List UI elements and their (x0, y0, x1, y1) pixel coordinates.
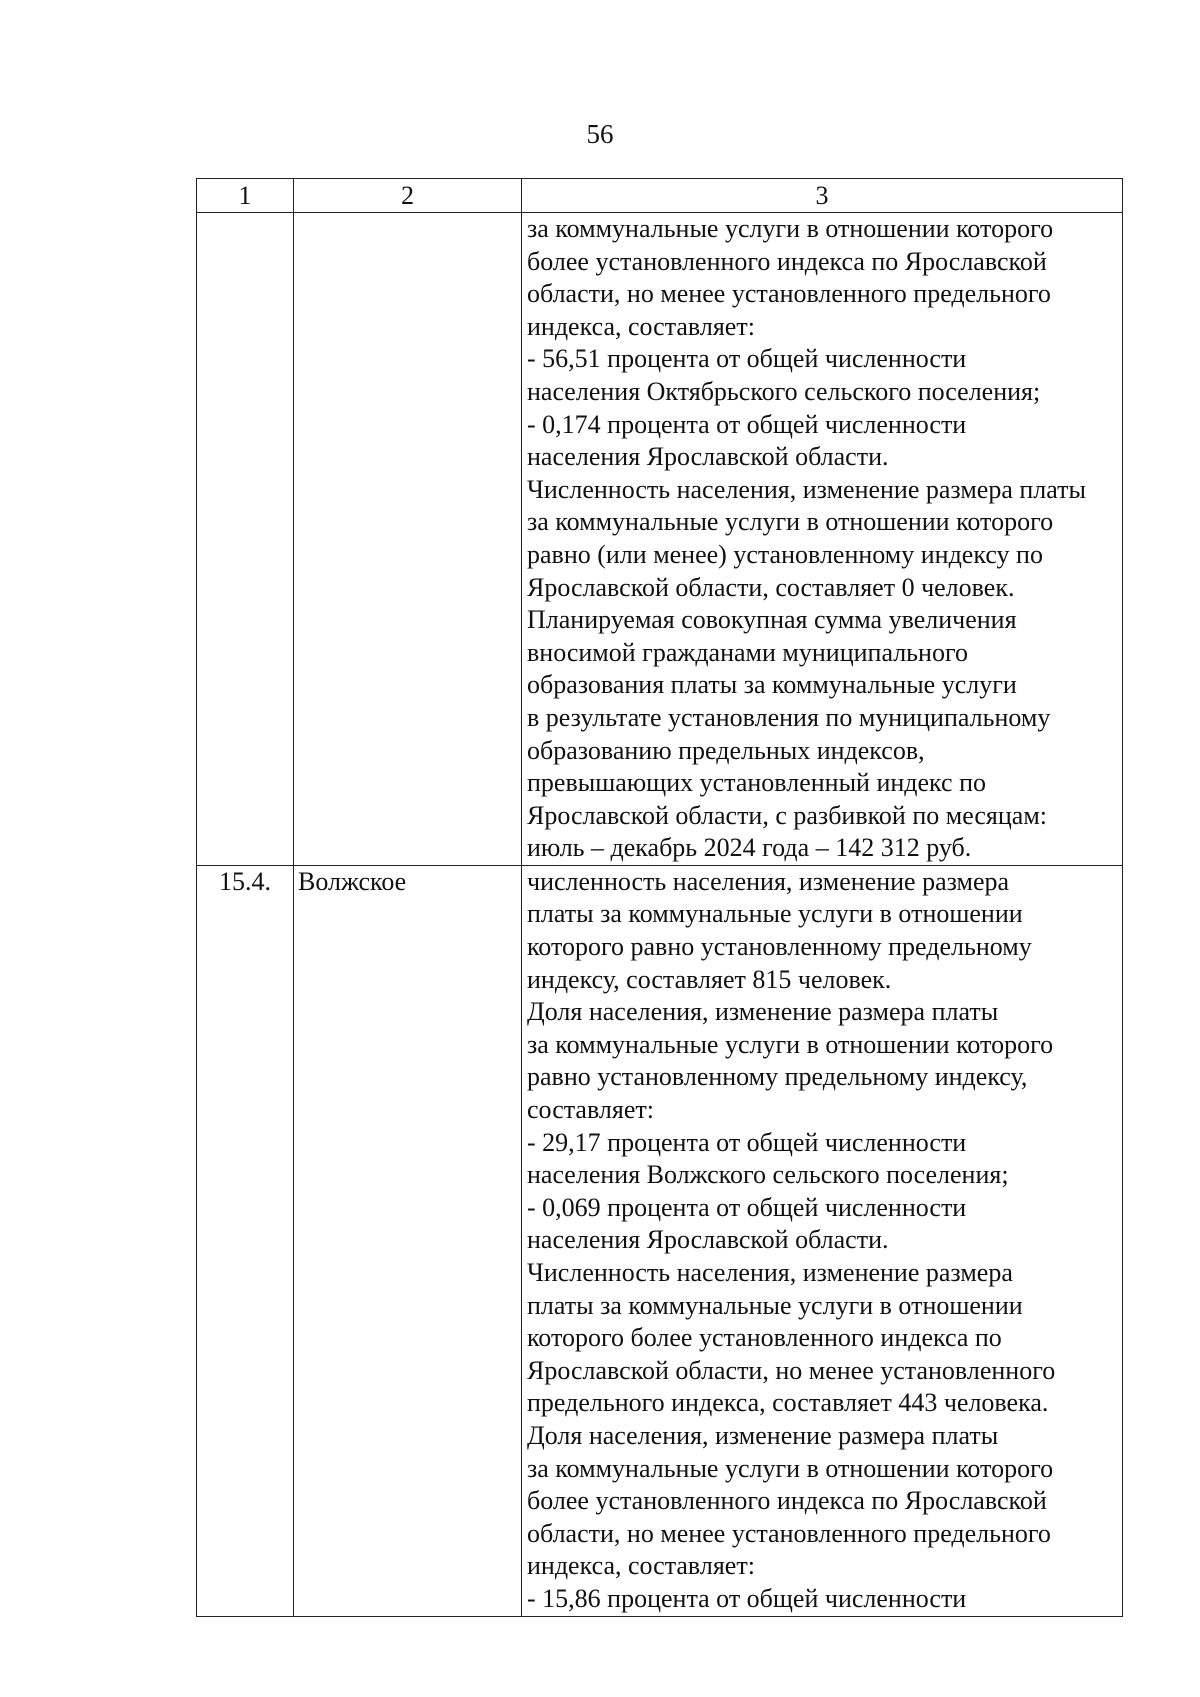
text-line: Ярославской области, но менее установленного (527, 1355, 1056, 1385)
row-number-cell (197, 213, 294, 866)
text-line: Планируемая совокупная сумма увеличения (527, 605, 1017, 635)
text-line: за коммунальные услуги в отношении которого (527, 214, 1054, 243)
text-line: за коммунальные услуги в отношении которого (527, 1453, 1054, 1483)
text-line: образованию предельных индексов, (527, 735, 925, 765)
text-line: населения Ярославской области. (527, 442, 889, 472)
text-line: равно (или менее) установленному индексу по (527, 539, 1043, 569)
settlement-name-cell (294, 213, 522, 866)
text-line: Численность населения, изменение размера платы (527, 474, 1086, 504)
text-line: Численность населения, изменение размера (527, 1258, 1013, 1287)
document-table (196, 178, 1123, 1617)
text-line: в результате установления по муниципальному (527, 702, 1051, 732)
text-line: равно установленному предельному индексу, (527, 1062, 1028, 1092)
text-line: платы за коммунальные услуги в отношении (527, 1290, 1023, 1320)
text-line: индекса, составляет: (527, 1551, 755, 1581)
table-row (197, 213, 1123, 866)
text-line: Ярославской области, с разбивкой по месяцам: (527, 800, 1048, 830)
description-cell (522, 213, 1123, 866)
text-line: платы за коммунальные услуги в отношении (527, 899, 1023, 929)
text-line: населения Октябрьского сельского поселения; (527, 376, 1041, 406)
row-number-cell: 15.4. (197, 865, 294, 1616)
text-line: численность населения, изменение размера (527, 866, 1010, 896)
table-row (197, 865, 1123, 1616)
text-line: населения Ярославской области. (527, 1225, 889, 1255)
text-line: населения Волжского сельского поселения; (527, 1160, 1009, 1190)
text-line: которого равно установленному предельному (527, 932, 1032, 962)
text-line: Доля населения, изменение размера платы (527, 997, 999, 1027)
text-line: - 29,17 процента от общей численности (527, 1127, 967, 1157)
description-cell (522, 865, 1123, 1616)
text-line: вносимой гражданами муниципального (527, 637, 968, 667)
text-line: превышающих установленный индекс по (527, 768, 986, 798)
settlement-name-cell: Волжское (294, 865, 522, 1616)
text-line: более установленного индекса по Ярославской (527, 246, 1047, 276)
text-line: области, но менее установленного предельного (527, 279, 1051, 309)
text-line: индексу, составляет 815 человек. (527, 964, 892, 994)
text-line: составляет: (527, 1095, 654, 1125)
text-line: которого более установленного индекса по (527, 1323, 1002, 1353)
text-line: предельного индекса, составляет 443 человека. (527, 1388, 1049, 1418)
column-header-2: 2 (294, 179, 522, 213)
column-header-1: 1 (197, 179, 294, 213)
page-number: 56 (586, 119, 614, 149)
column-header-3: 3 (522, 179, 1123, 213)
text-line: Ярославской области, составляет 0 человек. (527, 572, 1015, 602)
text-line: за коммунальные услуги в отношении которого (527, 507, 1054, 537)
text-line: - 56,51 процента от общей численности (527, 344, 967, 374)
text-line: Доля населения, изменение размера платы (527, 1420, 999, 1450)
text-line: области, но менее установленного предельного (527, 1518, 1051, 1548)
text-line: - 0,174 процента от общей численности (527, 409, 967, 439)
text-line: образования платы за коммунальные услуги (527, 670, 1017, 700)
text-line: июль – декабрь 2024 года – 142 312 руб. (527, 833, 972, 863)
text-line: за коммунальные услуги в отношении которого (527, 1029, 1054, 1059)
text-line: более установленного индекса по Ярославской (527, 1486, 1047, 1516)
text-line: - 0,069 процента от общей численности (527, 1192, 967, 1222)
table-header-row (197, 179, 1123, 213)
text-line: индекса, составляет: (527, 311, 755, 341)
text-line: - 15,86 процента от общей численности (527, 1583, 967, 1613)
